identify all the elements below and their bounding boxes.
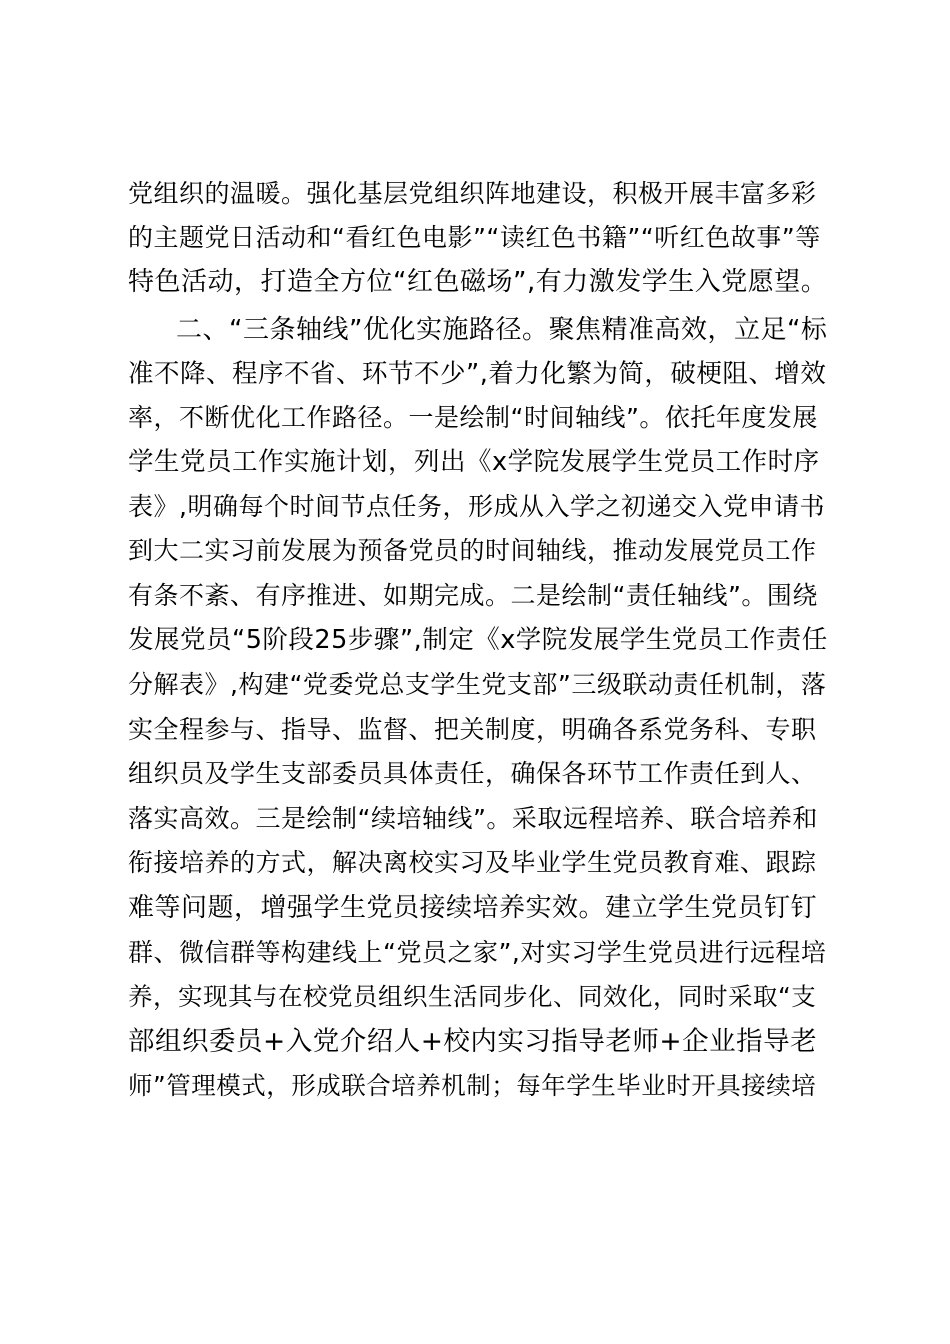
- text-line-20: 部组织委员+入党介绍人+校内实习指导老师+企业指导老: [128, 1026, 818, 1057]
- text-line-19: 养，实现其与在校党员组织生活同步化、同效化，同时采取“支: [128, 982, 817, 1011]
- text-line-2: 的主题党日活动和“看红色电影”“读红色书籍”“听红色故事”等: [128, 223, 821, 252]
- text-line-5: 准不降、程序不省、环节不少”,着力化繁为简，破梗阻、增效: [128, 359, 827, 389]
- text-line-15: 落实高效。三是绘制“续培轴线”。采取远程培养、联合培养和: [128, 804, 818, 833]
- text-line-12: 分解表》,构建“党委党总支学生党支部”三级联动责任机制，落: [128, 670, 827, 699]
- text-line-3: 特色活动，打造全方位“红色磁场”,有力激发学生入党愿望。: [128, 267, 828, 297]
- text-line-21: 师”管理模式，形成联合培养机制；每年学生毕业时开具接续培: [128, 1071, 817, 1100]
- text-line-17: 难等问题，增强学生党员接续培养实效。建立学生党员钉钉: [128, 893, 818, 923]
- text-line-7: 学生党员工作实施计划，列出《x学院发展学生党员工作时序: [128, 447, 820, 477]
- text-line-8: 表》,明确每个时间节点任务，形成从入学之初递交入党申请书: [128, 492, 825, 521]
- text-line-18: 群、微信群等构建线上“党员之家”,对实习学生党员进行远程培: [128, 938, 827, 967]
- text-line-1: 党组织的温暖。强化基层党组织阵地建设，积极开展丰富多彩: [128, 179, 817, 208]
- text-line-16: 衔接培养的方式，解决离校实习及毕业学生党员教育难、跟踪: [128, 848, 817, 877]
- text-line-6: 率，不断优化工作路径。一是绘制“时间轴线”。依托年度发展: [128, 403, 818, 432]
- text-line-10: 有条不紊、有序推进、如期完成。二是绘制“责任轴线”。围绕: [128, 581, 818, 610]
- text-line-14: 组织员及学生支部委员具体责任，确保各环节工作责任到人、: [128, 759, 817, 788]
- text-line-11: 发展党员“5阶段25步骤”,制定《x学院发展学生党员工作责任: [128, 625, 828, 655]
- text-line-9: 到大二实习前发展为预备党员的时间轴线，推动发展党员工作: [128, 536, 817, 565]
- text-line-13: 实全程参与、指导、监督、把关制度，明确各系党务科、专职: [128, 715, 817, 744]
- paragraph-heading-line: 二、“三条轴线”优化实施路径。聚焦精准高效，立足“标: [176, 315, 828, 345]
